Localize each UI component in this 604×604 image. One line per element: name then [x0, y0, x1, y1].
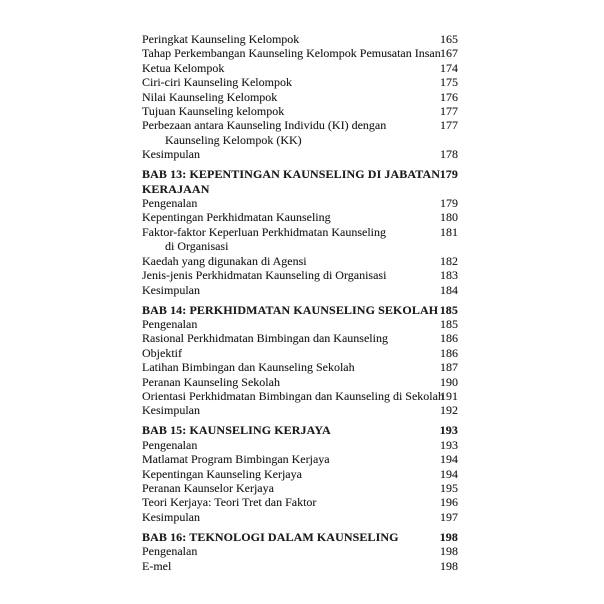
- toc-entry-page-number: 177: [440, 104, 458, 119]
- toc-entry-line: Peranan Kaunseling Sekolah: [142, 374, 280, 389]
- toc-entry-row: [142, 544, 458, 558]
- toc-entry-row: [142, 467, 458, 481]
- toc-section: [142, 167, 458, 297]
- toc-entry-title: [142, 452, 428, 466]
- toc-entry-row: [142, 283, 458, 297]
- toc-entry-page-number: 174: [440, 60, 458, 75]
- toc-entry-line: Faktor-faktor Keperluan Perkhidmatan Kaunseling: [142, 224, 387, 239]
- toc-entry-page-number: 198: [439, 529, 458, 544]
- toc-entry-title: [142, 559, 428, 573]
- toc-entry-page-number: 176: [440, 89, 458, 104]
- toc-section: [142, 423, 458, 524]
- toc-entry-line: Kesimpulan: [142, 147, 200, 162]
- toc-entry-line: Kesimpulan: [142, 509, 200, 524]
- toc-entry-page-number: 192: [440, 403, 458, 418]
- toc-entry-row: [142, 61, 458, 75]
- toc-entry-line: Pengenalan: [142, 196, 198, 211]
- toc-entry-row: [142, 210, 458, 224]
- toc-entry-row: [142, 254, 458, 268]
- toc-entry-title: [142, 346, 428, 360]
- toc-entry-title: [142, 196, 428, 210]
- toc-entry-row: [142, 375, 458, 389]
- toc-entry-line: Kaunseling Kelompok (KK): [165, 132, 302, 147]
- toc-entry-line: Nilai Kaunseling Kelompok: [142, 89, 278, 104]
- toc-entry-line: Kesimpulan: [142, 282, 200, 297]
- toc-entry-line: Teori Kerjaya: Teori Tret dan Faktor: [142, 495, 317, 510]
- toc-entry-title: [142, 388, 444, 403]
- toc-entry-row: [142, 32, 458, 46]
- toc-entry-row: [142, 438, 458, 452]
- toc-entry-row: [142, 495, 458, 509]
- toc-entry-line: Peringkat Kaunseling Kelompok: [142, 32, 300, 46]
- toc-entry-page-number: 185: [440, 316, 458, 331]
- toc-entry-line: KERAJAAN: [142, 181, 210, 196]
- toc-entry-title: [142, 75, 428, 89]
- toc-entry-title: [142, 46, 441, 61]
- toc-entry-title: [142, 317, 428, 331]
- toc-entry-line: BAB 15: KAUNSELING KERJAYA: [142, 423, 331, 438]
- toc-entry-line: Tahap Perkembangan Kaunseling Kelompok Pemusatan Insan: [142, 46, 441, 61]
- toc-entry-row: [142, 118, 458, 147]
- toc-entry-row: [142, 46, 458, 60]
- toc-entry-page-number: 191: [440, 388, 458, 403]
- toc-entry-row: [142, 510, 458, 524]
- toc-entry-page-number: 193: [439, 423, 458, 438]
- toc-entry-row: [142, 147, 458, 161]
- toc-entry-title: [142, 210, 428, 224]
- toc-entry-row: [142, 331, 458, 345]
- toc-entry-page-number: 193: [440, 437, 458, 452]
- toc-entry-page-number: 198: [440, 544, 458, 559]
- toc-entry-row: [142, 346, 458, 360]
- toc-entry-row: [142, 225, 458, 254]
- toc-entry-row: [142, 559, 458, 573]
- toc-entry-page-number: 194: [440, 452, 458, 467]
- toc-entry-row: [142, 403, 458, 417]
- toc-entry-line: Pengenalan: [142, 437, 198, 452]
- toc-entry-page-number: 196: [440, 495, 458, 510]
- toc-entry-page-number: 178: [440, 147, 458, 162]
- toc-entry-page-number: 185: [439, 302, 458, 317]
- toc-entry-page-number: 183: [440, 268, 458, 283]
- toc-entry-line: E-mel: [142, 558, 172, 573]
- toc-entry-row: [142, 389, 458, 403]
- toc-entry-title: [142, 423, 428, 437]
- toc-entry-page-number: 184: [440, 282, 458, 297]
- toc-entry-page-number: 186: [440, 345, 458, 360]
- toc-entry-line: Kepentingan Kaunseling Kerjaya: [142, 466, 302, 481]
- toc-entry-page-number: 179: [439, 167, 458, 182]
- toc-entry-line: Kesimpulan: [142, 403, 200, 418]
- toc-entry-row: [142, 452, 458, 466]
- toc-chapter-heading-row: [142, 530, 458, 544]
- toc-section: [142, 530, 458, 573]
- toc-entry-title: [142, 61, 428, 75]
- toc-entry-line: Peranan Kaunselor Kerjaya: [142, 480, 274, 495]
- toc-entry-title: [142, 544, 428, 558]
- toc-entry-title: [142, 254, 428, 268]
- toc-entry-title: [142, 481, 428, 495]
- toc-entry-line: Perbezaan antara Kaunseling Individu (KI) dengan: [142, 118, 387, 133]
- toc-entry-title: [142, 403, 428, 417]
- toc-entry-page-number: 187: [440, 360, 458, 375]
- toc-entry-page-number: 167: [440, 46, 458, 61]
- toc-chapter-heading-row: [142, 423, 458, 437]
- toc-entry-line: Objektif: [142, 345, 182, 360]
- toc-entry-title: [142, 530, 428, 544]
- toc-chapter-heading-row: [142, 303, 458, 317]
- toc-entry-line: Tujuan Kaunseling kelompok: [142, 104, 285, 119]
- toc-entry-page-number: 197: [440, 509, 458, 524]
- toc-entry-page-number: 186: [440, 331, 458, 346]
- toc-entry-line: Kepentingan Perkhidmatan Kaunseling: [142, 210, 331, 225]
- toc-chapter-heading-row: [142, 167, 458, 196]
- toc-entry-line: Orientasi Perkhidmatan Bimbingan dan Kaunseling di Sekolah: [142, 388, 444, 403]
- toc-entry-title: [142, 104, 428, 118]
- toc-entry-line: Pengenalan: [142, 316, 198, 331]
- toc-entry-line: Latihan Bimbingan dan Kaunseling Sekolah: [142, 360, 355, 375]
- toc-entry-title: [142, 167, 441, 196]
- toc-entry-row: [142, 104, 458, 118]
- toc-entry-title: [142, 510, 428, 524]
- toc-entry-page-number: 165: [440, 32, 458, 46]
- toc-entry-line: Kaedah yang digunakan di Agensi: [142, 253, 307, 268]
- toc-entry-line: Ciri-ciri Kaunseling Kelompok: [142, 75, 292, 90]
- toc-entry-page-number: 190: [440, 374, 458, 389]
- toc-entry-line: di Organisasi: [165, 239, 229, 254]
- toc-entry-line: BAB 16: TEKNOLOGI DALAM KAUNSELING: [142, 529, 399, 544]
- toc-entry-title: [142, 302, 439, 317]
- toc-entry-row: [142, 481, 458, 495]
- toc-entry-line: Jenis-jenis Perkhidmatan Kaunseling di Organisasi: [142, 268, 387, 283]
- toc-entry-row: [142, 90, 458, 104]
- table-of-contents: [142, 32, 458, 573]
- toc-entry-page-number: 182: [440, 253, 458, 268]
- toc-entry-page-number: 195: [440, 480, 458, 495]
- toc-entry-row: [142, 360, 458, 374]
- toc-entry-title: [142, 375, 428, 389]
- toc-entry-page-number: 179: [440, 196, 458, 211]
- toc-entry-title: [142, 331, 428, 345]
- toc-entry-page-number: 180: [440, 210, 458, 225]
- toc-entry-title: [142, 90, 428, 104]
- toc-entry-page-number: 175: [440, 75, 458, 90]
- toc-entry-line: Ketua Kelompok: [142, 60, 225, 75]
- toc-entry-title: [142, 118, 428, 147]
- toc-entry-title: [142, 32, 428, 46]
- toc-entry-row: [142, 196, 458, 210]
- toc-entry-title: [142, 495, 428, 509]
- toc-entry-title: [142, 147, 428, 161]
- toc-entry-title: [142, 467, 428, 481]
- toc-entry-page-number: 194: [440, 466, 458, 481]
- toc-entry-title: [142, 438, 428, 452]
- toc-section: [142, 303, 458, 418]
- toc-entry-title: [142, 268, 428, 282]
- toc-entry-line: BAB 13: KEPENTINGAN KAUNSELING DI JABATAN: [142, 167, 441, 182]
- toc-entry-row: [142, 317, 458, 331]
- toc-entry-title: [142, 283, 428, 297]
- toc-entry-row: [142, 268, 458, 282]
- toc-entry-title: [142, 225, 428, 254]
- toc-section: [142, 32, 458, 162]
- toc-entry-title: [142, 360, 428, 374]
- toc-entry-page-number: 181: [440, 224, 458, 239]
- toc-entry-line: Pengenalan: [142, 544, 198, 559]
- toc-entry-line: Matlamat Program Bimbingan Kerjaya: [142, 452, 330, 467]
- toc-entry-line: Rasional Perkhidmatan Bimbingan dan Kaunseling: [142, 331, 388, 346]
- toc-entry-row: [142, 75, 458, 89]
- toc-entry-page-number: 198: [440, 558, 458, 573]
- toc-entry-line: BAB 14: PERKHIDMATAN KAUNSELING SEKOLAH: [142, 302, 439, 317]
- toc-entry-page-number: 177: [440, 118, 458, 133]
